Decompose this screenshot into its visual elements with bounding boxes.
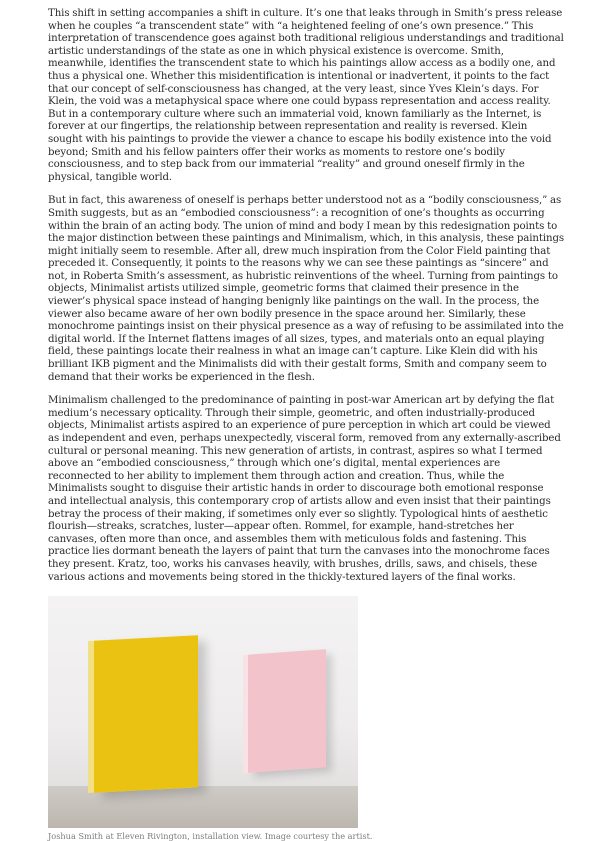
- paragraph-1: This shift in setting accompanies a shift in culture. It’s one that leaks through in Smith’s press release when he couples “a transcendent state” with “a heightened feeling of one’s own presence.” This interpretation of transcendence goes against both traditional religious understandings and traditional artistic understandings of the state as one in which physical existence is overcome. Smith, meanwhile, identifies the transcendent state to which his paintings allow access as a bodily one, and thus a physical one. Whether this misidentification is intentional or inadvertent, it points to the fact that our concept of self-consciousness has changed, at the very least, since Yves Klein’s days. For Klein, the void was a metaphysical space where one could bypass representation and access reality. But in a contemporary culture where such an immaterial void, known familiarly as the Internet, is forever at our fingertips, the relationship between representation and reality is reversed. Klein sought with his paintings to provide the viewer a chance to escape his bodily existence into the void beyond; Smith and his fellow painters offer their works as moments to restore one’s bodily consciousness, and to step back from our immaterial “reality” and ground oneself firmly in the physical, tangible world.: [48, 8, 564, 183]
- yellow-monochrome-painting: [94, 635, 198, 792]
- photo-caption: Joshua Smith at Eleven Rivington, installation view. Image courtesy the artist.: [48, 831, 373, 841]
- installation-photo: [48, 596, 358, 828]
- paragraph-3: Minimalism challenged to the predominance of painting in post-war American art by defying the flat medium’s necessary opticality. Through their simple, geometric, and often industrially-produced objects, Minimalist artists aspired to an experience of pure perception in which art could be viewed as independent and even, perhaps unexpectedly, visceral form, removed from any externally-ascribed cultural or personal meaning. This new generation of artists, in contrast, aspires so what I termed above an “embodied consciousness,” through which one’s digital, mental experiences are reconnected to her ability to implement them through action and creation. Thus, while the Minimalists sought to disguise their artistic hands in order to discourage both emotional response and intellectual analysis, this contemporary crop of artists allow and even insist that their paintings betray the process of their making, if sometimes only ever so slightly. Typological hints of aesthetic flourish—streaks, scratches, luster—appear often. Rommel, for example, hand-stretches her canvases, often more than once, and assembles them with meticulous folds and fastening. This practice lies dormant beneath the layers of paint that turn the canvases into the monochrome faces they present. Kratz, too, works his canvases heavily, with brushes, drills, saws, and chisels, these various actions and movements being stored in the thickly-textured layers of the final works.: [48, 395, 561, 583]
- pink-monochrome-painting: [248, 649, 326, 772]
- article-body: [48, 8, 564, 841]
- paragraph-2: But in fact, this awareness of oneself is perhaps better understood not as a “bodily consciousness,” as Smith suggests, but as an “embodied consciousness”: a recognition of one’s thoughts as occurring within the brain of an acting body. The union of mind and body I mean by this redesignation points to the major distinction between these paintings and Minimalism, which, in this analysis, these paintings might initially seem to resemble. After all, drew much inspiration from the Color Field painting that preceded it. Consequently, it points to the reasons why we can see these paintings as “sincere” and not, in Roberta Smith’s assessment, as hubristic reinventions of the wheel. Turning from paintings to objects, Minimalist artists utilized simple, geometric forms that claimed their presence in the viewer’s physical space instead of hanging benignly like paintings on the wall. In the process, the viewer also became aware of her own bodily presence in the space around her. Similarly, these monochrome paintings insist on their physical presence as a way of refusing to be assimilated into the digital world. If the Internet flattens images of all sizes, types, and materials onto an equal playing field, these paintings locate their realness in what an image can’t capture. Like Klein did with his brilliant IKB pigment and the Minimalists did with their gestalt forms, Smith and company seem to demand that their works be experienced in the flesh.: [48, 195, 564, 383]
